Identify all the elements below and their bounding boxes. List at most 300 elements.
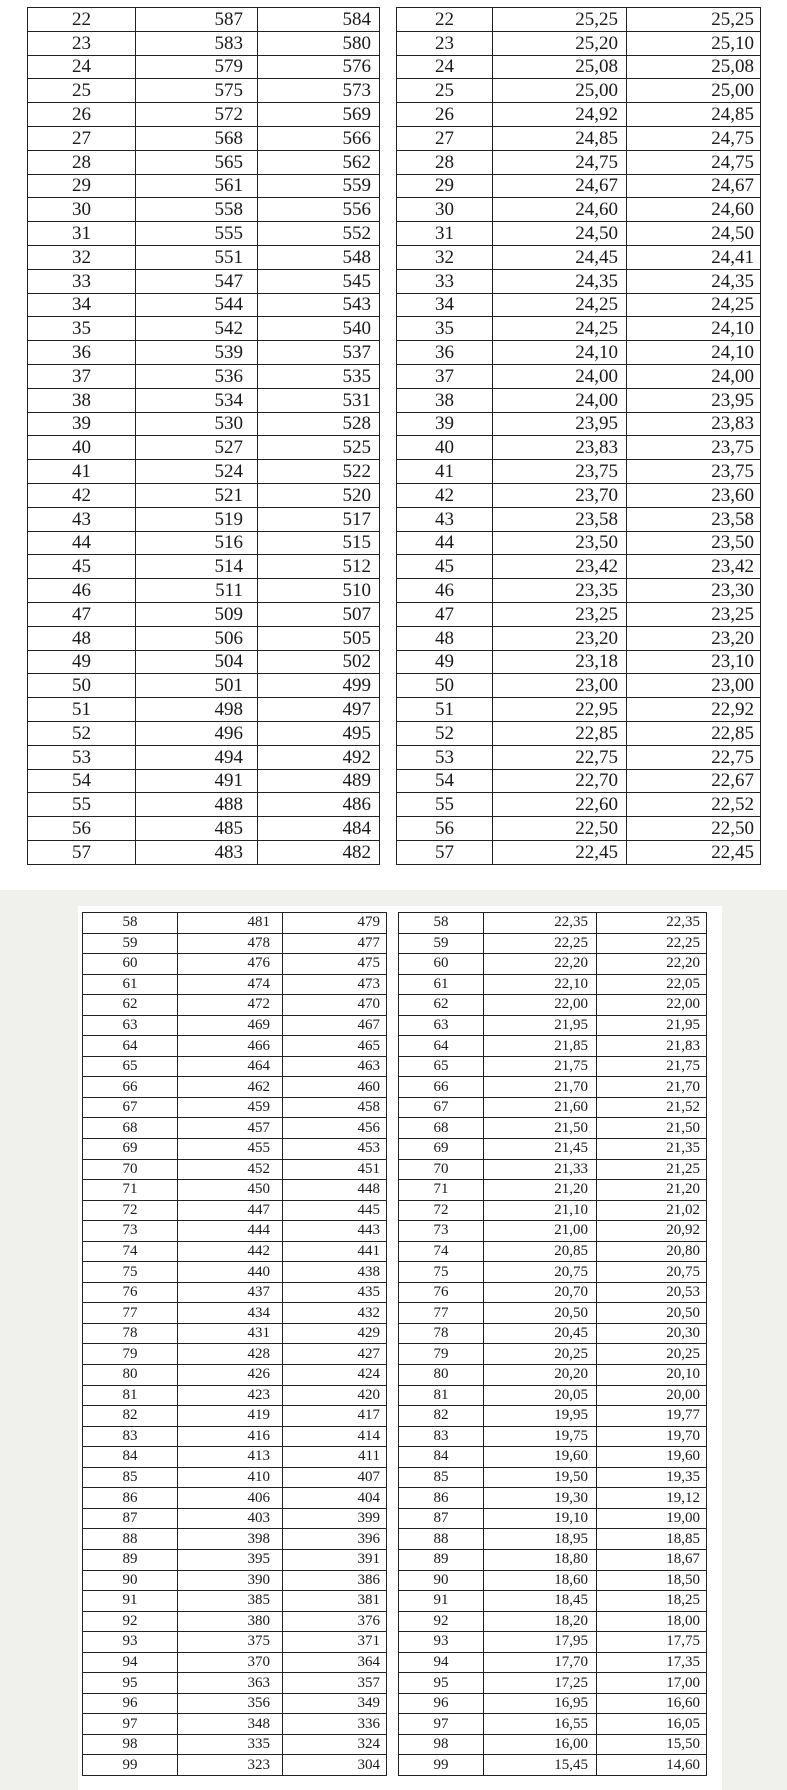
row-number-cell: 66 [399,1077,484,1098]
table-row [28,317,380,341]
row-number-cell: 51 [397,698,493,722]
table-row [83,1632,387,1653]
value-cell-1: 20,75 [484,1262,597,1283]
row-number-cell: 31 [397,222,493,246]
table-row [397,721,761,745]
table-row [397,103,761,127]
value-cell-1: 572 [135,103,257,127]
value-cell-2: 453 [283,1139,387,1160]
row-number-cell: 64 [399,1036,484,1057]
value-cell-2: 438 [283,1262,387,1283]
value-cell-1: 524 [135,460,257,484]
value-cell-2: 543 [257,293,379,317]
value-cell-1: 504 [135,650,257,674]
table-row [83,1159,387,1180]
table-row [28,555,380,579]
table-row [83,1180,387,1201]
value-cell-2: 23,20 [627,626,761,650]
table-row [28,55,380,79]
value-cell-1: 462 [178,1077,283,1098]
table-row [397,769,761,793]
table-row [399,1097,707,1118]
value-cell-1: 20,70 [484,1282,597,1303]
value-cell-1: 565 [135,150,257,174]
row-number-cell: 22 [397,8,493,32]
value-cell-1: 370 [178,1652,283,1673]
value-cell-2: 522 [257,460,379,484]
table-row [399,1529,707,1550]
value-cell-1: 516 [135,531,257,555]
row-number-cell: 97 [83,1714,178,1735]
value-cell-2: 23,25 [627,602,761,626]
value-cell-1: 17,70 [484,1652,597,1673]
value-cell-2: 22,35 [597,913,707,934]
value-cell-2: 566 [257,126,379,150]
value-cell-2: 349 [283,1693,387,1714]
value-cell-1: 17,95 [484,1632,597,1653]
table-row [399,1118,707,1139]
value-cell-1: 390 [178,1570,283,1591]
value-cell-2: 21,50 [597,1118,707,1139]
row-number-cell: 72 [399,1200,484,1221]
value-cell-2: 20,10 [597,1365,707,1386]
table-row [397,8,761,32]
row-number-cell: 62 [83,995,178,1016]
value-cell-1: 18,20 [484,1611,597,1632]
row-number-cell: 30 [28,198,136,222]
value-cell-1: 23,25 [493,602,627,626]
value-cell-1: 16,55 [484,1714,597,1735]
table-row [399,1508,707,1529]
value-cell-2: 417 [283,1406,387,1427]
row-number-cell: 30 [397,198,493,222]
value-cell-2: 473 [283,974,387,995]
table-row [399,1262,707,1283]
table-row [397,840,761,864]
table-row [399,1549,707,1570]
value-cell-2: 25,10 [627,31,761,55]
table-row [28,79,380,103]
value-cell-1: 23,70 [493,483,627,507]
value-cell-1: 21,75 [484,1056,597,1077]
table-row [83,1426,387,1447]
value-cell-1: 21,20 [484,1180,597,1201]
row-number-cell: 96 [399,1693,484,1714]
table-row [399,995,707,1016]
value-cell-1: 501 [135,674,257,698]
row-number-cell: 92 [83,1611,178,1632]
row-number-cell: 85 [399,1467,484,1488]
value-cell-2: 22,50 [627,817,761,841]
row-number-cell: 57 [28,840,136,864]
row-number-cell: 37 [397,364,493,388]
table-row [399,1365,707,1386]
value-cell-2: 396 [283,1529,387,1550]
value-cell-2: 22,00 [597,995,707,1016]
value-cell-1: 23,58 [493,507,627,531]
row-number-cell: 86 [83,1488,178,1509]
value-cell-2: 17,75 [597,1632,707,1653]
value-cell-1: 474 [178,974,283,995]
table-row [399,954,707,975]
value-cell-1: 558 [135,198,257,222]
table-row [399,1755,707,1776]
row-number-cell: 45 [397,555,493,579]
table-row [83,1221,387,1242]
row-number-cell: 74 [83,1241,178,1262]
row-number-cell: 27 [397,126,493,150]
row-number-cell: 67 [83,1097,178,1118]
value-cell-2: 23,30 [627,579,761,603]
value-cell-1: 21,10 [484,1200,597,1221]
value-cell-1: 21,95 [484,1015,597,1036]
table-row [83,1282,387,1303]
row-number-cell: 25 [28,79,136,103]
value-cell-2: 17,35 [597,1652,707,1673]
score-table-top-left [27,7,380,865]
value-cell-2: 486 [257,793,379,817]
value-cell-1: 406 [178,1488,283,1509]
value-cell-2: 512 [257,555,379,579]
value-cell-2: 20,53 [597,1282,707,1303]
row-number-cell: 44 [28,531,136,555]
row-number-cell: 37 [28,364,136,388]
table-row [399,1652,707,1673]
value-cell-2: 336 [283,1714,387,1735]
table-row [397,817,761,841]
value-cell-1: 22,25 [484,933,597,954]
row-number-cell: 49 [397,650,493,674]
row-number-cell: 70 [83,1159,178,1180]
value-cell-2: 18,50 [597,1570,707,1591]
value-cell-2: 24,60 [627,198,761,222]
table-row [83,1139,387,1160]
value-cell-1: 22,35 [484,913,597,934]
row-number-cell: 46 [28,579,136,603]
value-cell-1: 23,00 [493,674,627,698]
table-row [397,293,761,317]
table-row [397,531,761,555]
row-number-cell: 36 [28,341,136,365]
value-cell-2: 404 [283,1488,387,1509]
value-cell-2: 19,35 [597,1467,707,1488]
value-cell-2: 545 [257,269,379,293]
value-cell-2: 18,00 [597,1611,707,1632]
value-cell-1: 478 [178,933,283,954]
row-number-cell: 76 [83,1282,178,1303]
value-cell-1: 20,50 [484,1303,597,1324]
value-cell-1: 410 [178,1467,283,1488]
value-cell-1: 431 [178,1323,283,1344]
row-number-cell: 23 [28,31,136,55]
value-cell-1: 25,08 [493,55,627,79]
value-cell-2: 19,00 [597,1508,707,1529]
value-cell-1: 22,20 [484,954,597,975]
row-number-cell: 55 [397,793,493,817]
row-number-cell: 54 [397,769,493,793]
value-cell-1: 20,85 [484,1241,597,1262]
value-cell-1: 455 [178,1139,283,1160]
value-cell-1: 20,25 [484,1344,597,1365]
value-cell-1: 323 [178,1755,283,1776]
row-number-cell: 90 [83,1570,178,1591]
value-cell-2: 552 [257,222,379,246]
value-cell-1: 509 [135,602,257,626]
table-row [28,150,380,174]
value-cell-1: 466 [178,1036,283,1057]
value-cell-2: 399 [283,1508,387,1529]
row-number-cell: 76 [399,1282,484,1303]
table-row [83,1570,387,1591]
table-row [83,1241,387,1262]
row-number-cell: 90 [399,1570,484,1591]
value-cell-1: 459 [178,1097,283,1118]
value-cell-2: 24,35 [627,269,761,293]
value-cell-2: 25,08 [627,55,761,79]
row-number-cell: 94 [83,1652,178,1673]
value-cell-2: 20,25 [597,1344,707,1365]
value-cell-2: 22,75 [627,745,761,769]
table-row [83,1529,387,1550]
value-cell-2: 23,83 [627,412,761,436]
value-cell-2: 499 [257,674,379,698]
value-cell-1: 494 [135,745,257,769]
value-cell-2: 22,85 [627,721,761,745]
value-cell-2: 21,75 [597,1056,707,1077]
value-cell-1: 481 [178,913,283,934]
table-row [397,412,761,436]
table-row [83,1714,387,1735]
row-number-cell: 54 [28,769,136,793]
row-number-cell: 89 [399,1549,484,1570]
value-cell-1: 561 [135,174,257,198]
table-row [28,269,380,293]
row-number-cell: 82 [83,1406,178,1427]
table-row [399,1139,707,1160]
row-number-cell: 64 [83,1036,178,1057]
row-number-cell: 88 [399,1529,484,1550]
row-number-cell: 80 [399,1365,484,1386]
value-cell-1: 380 [178,1611,283,1632]
value-cell-1: 447 [178,1200,283,1221]
value-cell-1: 21,00 [484,1221,597,1242]
table-row [28,8,380,32]
value-cell-2: 475 [283,954,387,975]
table-row [28,769,380,793]
table-row [28,650,380,674]
value-cell-1: 21,50 [484,1118,597,1139]
table-row [399,1693,707,1714]
row-number-cell: 32 [28,245,136,269]
value-cell-2: 484 [257,817,379,841]
value-cell-2: 304 [283,1755,387,1776]
row-number-cell: 47 [397,602,493,626]
table-row [28,602,380,626]
value-cell-1: 483 [135,840,257,864]
value-cell-1: 23,18 [493,650,627,674]
value-cell-1: 22,00 [484,995,597,1016]
value-cell-2: 357 [283,1673,387,1694]
row-number-cell: 60 [399,954,484,975]
value-cell-2: 18,25 [597,1591,707,1612]
value-cell-1: 25,20 [493,31,627,55]
table-row [397,388,761,412]
row-number-cell: 45 [28,555,136,579]
value-cell-2: 20,75 [597,1262,707,1283]
value-cell-2: 23,95 [627,388,761,412]
row-number-cell: 35 [397,317,493,341]
value-cell-2: 22,25 [597,933,707,954]
row-number-cell: 44 [397,531,493,555]
value-cell-2: 24,67 [627,174,761,198]
value-cell-1: 440 [178,1262,283,1283]
row-number-cell: 96 [83,1693,178,1714]
table-row [28,293,380,317]
value-cell-1: 21,85 [484,1036,597,1057]
row-number-cell: 55 [28,793,136,817]
value-cell-1: 547 [135,269,257,293]
value-cell-2: 20,50 [597,1303,707,1324]
row-number-cell: 57 [397,840,493,864]
value-cell-2: 456 [283,1118,387,1139]
row-number-cell: 60 [83,954,178,975]
value-cell-1: 539 [135,341,257,365]
value-cell-2: 24,85 [627,103,761,127]
value-cell-1: 498 [135,698,257,722]
table-row [399,1056,707,1077]
row-number-cell: 93 [399,1632,484,1653]
table-row [397,174,761,198]
value-cell-1: 22,85 [493,721,627,745]
table-row [397,555,761,579]
value-cell-1: 24,10 [493,341,627,365]
table-row [83,995,387,1016]
row-number-cell: 68 [399,1118,484,1139]
table-row [399,1734,707,1755]
row-number-cell: 43 [28,507,136,531]
row-number-cell: 65 [83,1056,178,1077]
table-row [83,933,387,954]
value-cell-2: 22,20 [597,954,707,975]
table-row [83,1508,387,1529]
value-cell-1: 19,50 [484,1467,597,1488]
row-number-cell: 48 [397,626,493,650]
row-number-cell: 33 [28,269,136,293]
value-cell-1: 22,70 [493,769,627,793]
table-row [397,698,761,722]
table-row [28,674,380,698]
table-row [399,1426,707,1447]
value-cell-2: 460 [283,1077,387,1098]
table-row [83,1056,387,1077]
row-number-cell: 34 [28,293,136,317]
value-cell-1: 395 [178,1549,283,1570]
value-cell-2: 420 [283,1385,387,1406]
row-number-cell: 83 [83,1426,178,1447]
value-cell-2: 381 [283,1591,387,1612]
table-row [397,650,761,674]
row-number-cell: 32 [397,245,493,269]
row-number-cell: 78 [83,1323,178,1344]
value-cell-1: 527 [135,436,257,460]
value-cell-2: 24,75 [627,150,761,174]
value-cell-1: 21,45 [484,1139,597,1160]
score-table-top-right [396,7,761,865]
value-cell-2: 19,70 [597,1426,707,1447]
table-row [83,1097,387,1118]
value-cell-2: 569 [257,103,379,127]
row-number-cell: 53 [397,745,493,769]
value-cell-2: 19,77 [597,1406,707,1427]
value-cell-1: 21,33 [484,1159,597,1180]
table-row [28,31,380,55]
value-cell-2: 525 [257,436,379,460]
value-cell-1: 24,85 [493,126,627,150]
row-number-cell: 72 [83,1200,178,1221]
table-row [83,1344,387,1365]
value-cell-2: 23,75 [627,436,761,460]
table-row [28,579,380,603]
value-cell-1: 416 [178,1426,283,1447]
value-cell-1: 542 [135,317,257,341]
value-cell-1: 437 [178,1282,283,1303]
value-cell-2: 21,83 [597,1036,707,1057]
row-number-cell: 47 [28,602,136,626]
value-cell-1: 457 [178,1118,283,1139]
table-row [399,1570,707,1591]
row-number-cell: 46 [397,579,493,603]
value-cell-1: 587 [135,8,257,32]
value-cell-1: 18,95 [484,1529,597,1550]
row-number-cell: 98 [83,1734,178,1755]
value-cell-1: 18,60 [484,1570,597,1591]
row-number-cell: 67 [399,1097,484,1118]
row-number-cell: 71 [83,1180,178,1201]
table-row [28,341,380,365]
value-cell-2: 24,41 [627,245,761,269]
table-row [397,460,761,484]
row-number-cell: 43 [397,507,493,531]
row-number-cell: 80 [83,1365,178,1386]
value-cell-1: 22,75 [493,745,627,769]
table-row [28,460,380,484]
value-cell-2: 497 [257,698,379,722]
table-row [397,579,761,603]
value-cell-2: 324 [283,1734,387,1755]
table-row [83,1467,387,1488]
table-row [83,954,387,975]
table-row [399,1714,707,1735]
table-row [399,913,707,934]
table-row [397,198,761,222]
value-cell-1: 464 [178,1056,283,1077]
table-row [399,1344,707,1365]
value-cell-2: 22,05 [597,974,707,995]
row-number-cell: 97 [399,1714,484,1735]
table-row [83,1447,387,1468]
value-cell-2: 23,00 [627,674,761,698]
value-cell-1: 24,00 [493,364,627,388]
row-number-cell: 52 [28,721,136,745]
row-number-cell: 91 [399,1591,484,1612]
value-cell-1: 19,10 [484,1508,597,1529]
table-row [399,1015,707,1036]
value-cell-1: 583 [135,31,257,55]
value-cell-2: 23,75 [627,460,761,484]
value-cell-2: 507 [257,602,379,626]
value-cell-2: 556 [257,198,379,222]
row-number-cell: 35 [28,317,136,341]
